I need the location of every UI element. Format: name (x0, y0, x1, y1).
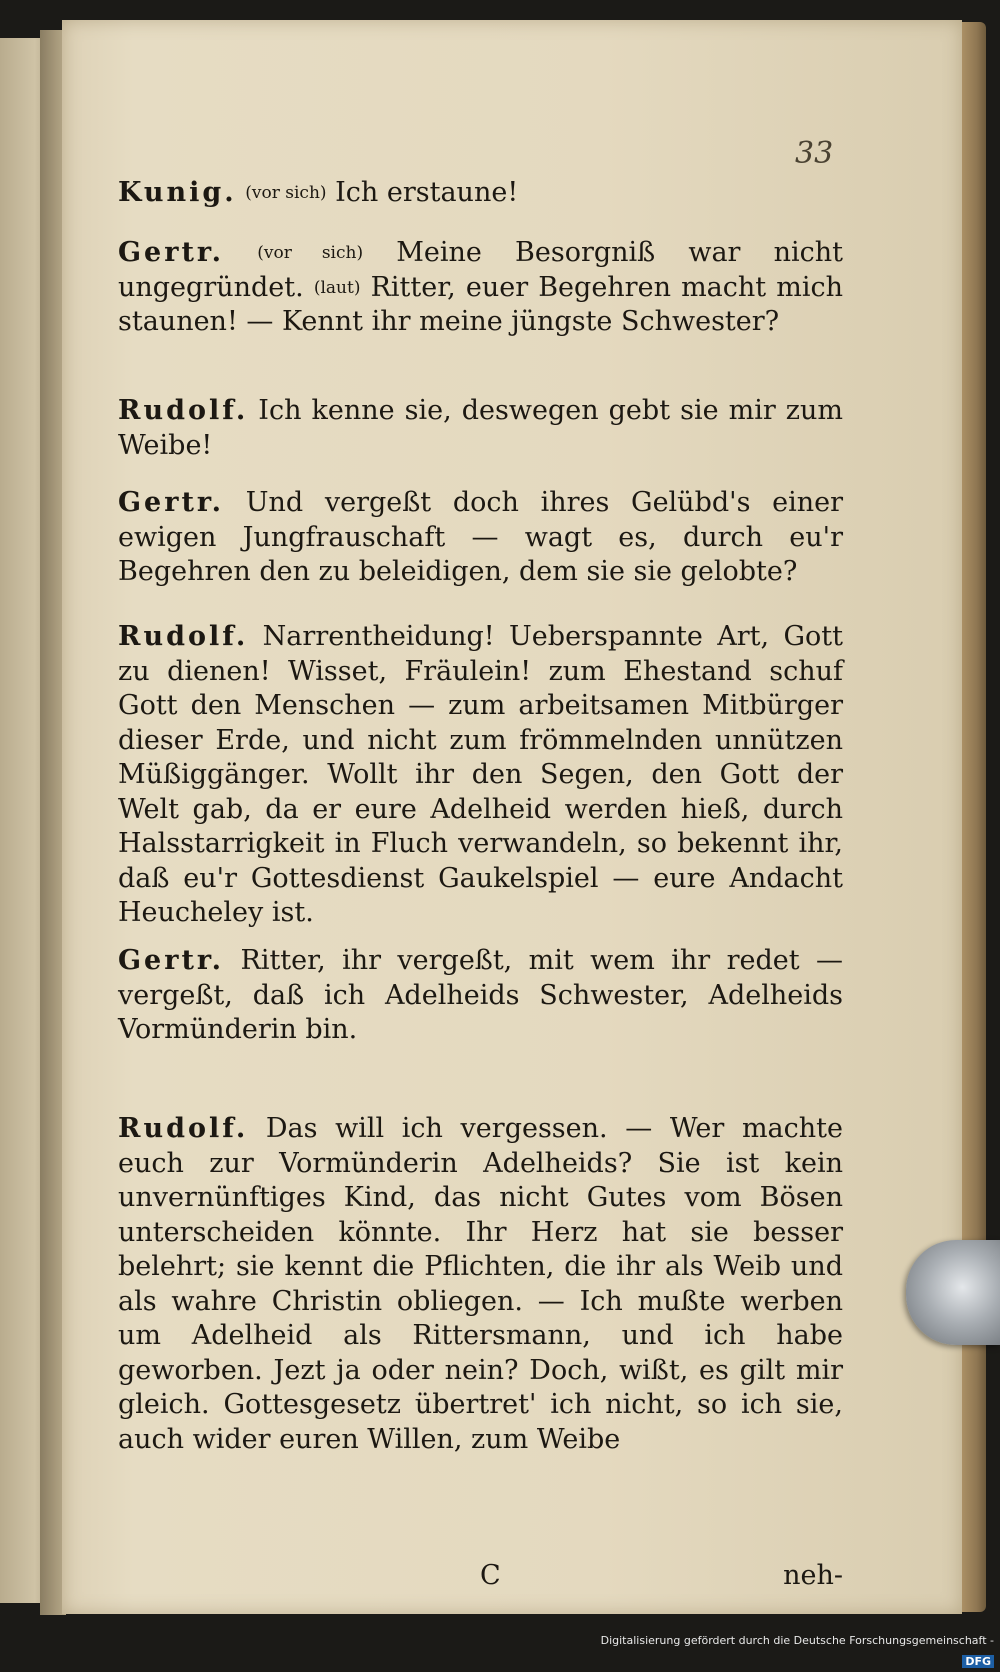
speaker-name: Gertr. (118, 945, 225, 976)
speech-text: Narrentheidung! Ueberspannte Art, Gott zu dienen! Wisset, Fräulein! zum Ehestand schuf Gott den Menschen — zum arbeitsamen Mitbürger dieser Erde, und nicht zum frömmelnden unnützen Müßiggänger. Wollt ihr den Segen, den Gott der Welt gab, da er eure Adelheid werden hieß, durch Halsstarrigkeit in Fluch verwandeln, so bekennt ihr, daß eu'r Gottesdienst Gaukelspiel — eure Andacht Heucheley ist. (118, 621, 843, 928)
speech-7 (118, 1112, 843, 1457)
speech-text: Ich erstaune! (326, 177, 519, 208)
speaker-name: Kunig. (118, 177, 237, 208)
stage-direction: (laut) (313, 277, 361, 298)
speech-text: Ritter, euer Begehren macht mich staunen! — Kennt ihr meine jüngste Schwester? (118, 271, 843, 337)
speaker-name: Gertr. (118, 487, 225, 518)
speaker-name: Rudolf. (118, 395, 249, 426)
speech-3 (118, 394, 843, 463)
speech-text: Meine Besorgniß war nicht ungegründet. (118, 237, 844, 303)
catchword: neh- (783, 1560, 843, 1591)
speech-4 (118, 486, 843, 590)
digitization-credit (600, 1630, 1000, 1668)
page-foot (118, 1560, 843, 1596)
signature-mark: C (480, 1560, 501, 1591)
speaker-name: Gertr. (118, 237, 225, 268)
credit-text: Digitalisierung gefördert durch die Deutsche Forschungsgemeinschaft - (600, 1634, 994, 1647)
speech-text: Ritter, ihr vergeßt, mit wem ihr redet — vergeßt, daß ich Adelheids Schwester, Adelheids Vormünderin bin. (118, 945, 843, 1045)
page-number: 33 (795, 136, 834, 171)
speech-1 (118, 176, 843, 211)
speech-text: Und vergeßt doch ihres Gelübd's einer ewigen Jungfrauschaft — wagt es, durch eu'r Begehren den zu beleidigen, dem sie sie gelobte? (118, 487, 843, 587)
speech-text: Das will ich vergessen. — Wer machte euch zur Vormünderin Adelheids? Sie ist kein unvernünftiges Kind, das nicht Gutes vom Bösen unterscheiden könnte. Ihr Herz hat sie besser belehrt; sie kennt die Pflichten, die ihr als Weib und als wahre Christin obliegen. — Ich mußte werben um Adelheid als Rittersmann, und ich habe geworben. Jezt ja oder nein? Doch, wißt, es gilt mir gleich. Gottesgesetz übertret' ich nicht, so ich sie, auch wider euren Willen, zum Weibe (118, 1113, 843, 1455)
stage-direction: (vor sich) (245, 183, 327, 203)
paper-clip (906, 1240, 1000, 1345)
speech-2 (118, 236, 843, 340)
stage-direction: (vor sich) (257, 243, 364, 263)
speaker-name: Rudolf. (118, 621, 249, 652)
speech-5 (118, 620, 843, 931)
speech-6 (118, 944, 843, 1048)
dfg-logo: DFG (962, 1655, 994, 1668)
speech-text: Ich kenne sie, deswegen gebt sie mir zum Weibe! (118, 395, 843, 461)
speaker-name: Rudolf. (118, 1113, 249, 1144)
